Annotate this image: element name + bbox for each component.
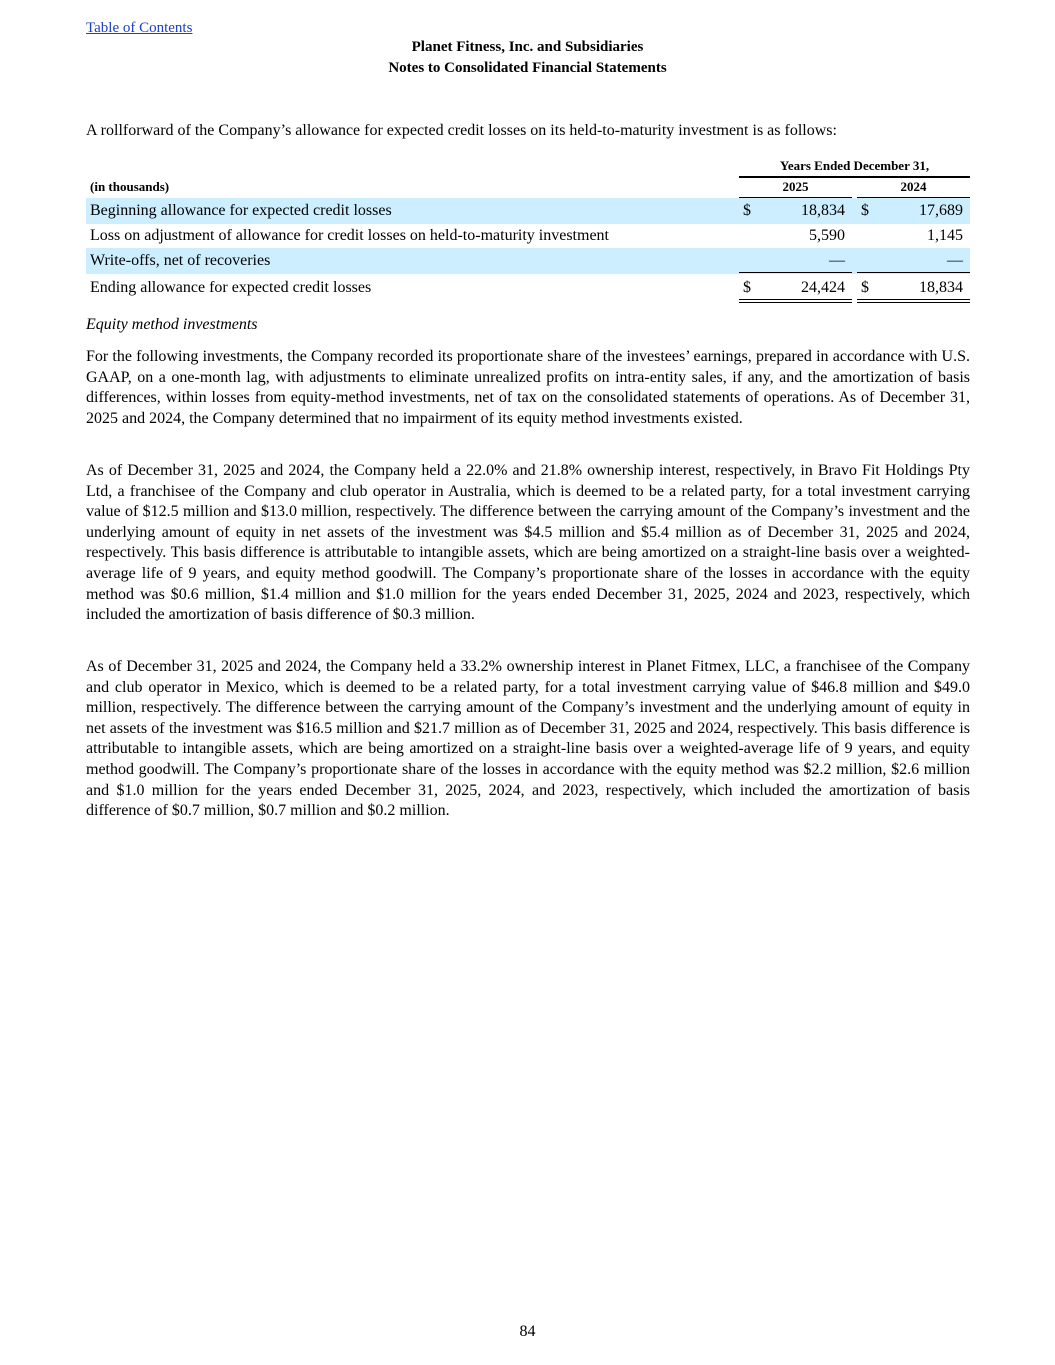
currency-symbol: $ bbox=[743, 202, 751, 219]
value-2024: — bbox=[947, 252, 963, 269]
subtotal-rule bbox=[857, 272, 970, 273]
table-row bbox=[86, 198, 970, 224]
column-header-2024: 2024 bbox=[857, 179, 970, 198]
intro-text: A rollforward of the Company’s allowance for expected credit losses on its held-to-maturity investment is as follows: bbox=[86, 122, 837, 139]
table-row bbox=[86, 275, 970, 301]
period-header: Years Ended December 31, bbox=[739, 158, 970, 178]
company-title: Planet Fitness, Inc. and Subsidiaries bbox=[411, 39, 644, 55]
subtotal-rule bbox=[739, 272, 852, 273]
units-label: (in thousands) bbox=[90, 179, 170, 194]
table-row bbox=[86, 248, 970, 274]
paragraph-planet-fitmex: As of December 31, 2025 and 2024, the Company held a 33.2% ownership interest in Planet Fitmex, LLC, a franchisee of the Company and club operator in Mexico, which is deemed to be a related party, for a total investment carrying value of $46.8 million and $49.0 million, respectively. The difference between the carrying amount of the Company’s investment and the underlying amount of equity in net assets of the investment was $16.5 million and $21.7 million as of December 31, 2025 and 2024, respectively. This basis difference is attributable to intangible assets, which are being amortized on a straight-line basis over a weighted-average life of 9 years, and equity method goodwill. The Company’s proportionate share of the losses in accordance with the equity method was $2.2 million, $2.6 million and $1.0 million for the years ended December 31, 2025, 2024, and 2023, respectively, which included the amortization of basis difference of $0.7 million, $0.7 million and $0.2 million. bbox=[86, 658, 970, 820]
row-label: Beginning allowance for expected credit losses bbox=[90, 202, 392, 219]
total-double-rule bbox=[739, 299, 852, 303]
value-2025: 5,590 bbox=[809, 227, 845, 244]
row-label: Loss on adjustment of allowance for credit losses on held-to-maturity investment bbox=[90, 227, 609, 244]
value-2025: 24,424 bbox=[801, 279, 845, 296]
table-row bbox=[86, 223, 970, 249]
column-header-2025: 2025 bbox=[739, 179, 852, 198]
value-2024: 17,689 bbox=[919, 202, 963, 219]
currency-symbol: $ bbox=[861, 202, 869, 219]
paragraph-bravo-fit: As of December 31, 2025 and 2024, the Company held a 22.0% and 21.8% ownership interest, respectively, in Bravo Fit Holdings Pty Ltd, a franchisee of the Company and club operator in Australia, which is deemed to be a related party, for a total investment carrying value of $12.5 million and $13.0 million, respectively. The difference between the carrying amount of the Company’s investment and the underlying amount of equity in net assets of the investment was $4.5 million and $5.4 million as of December 31, 2025 and 2024, respectively. This basis difference is attributable to intangible assets, which are being amortized on a straight-line basis over a weighted-average life of 9 years, and equity method goodwill. The Company’s proportionate share of the losses in accordance with the equity method was $0.6 million, $1.4 million and $1.0 million for the years ended December 31, 2025, 2024 and 2023, respectively, which included the amortization of basis difference of $0.3 million. bbox=[86, 462, 970, 624]
page-number: 84 bbox=[519, 1323, 536, 1340]
row-label: Write-offs, net of recoveries bbox=[90, 252, 271, 269]
value-2024: 18,834 bbox=[919, 279, 963, 296]
currency-symbol: $ bbox=[743, 279, 751, 296]
table-of-contents-link[interactable]: Table of Contents bbox=[86, 20, 193, 36]
value-2024: 1,145 bbox=[927, 227, 963, 244]
value-2025: 18,834 bbox=[801, 202, 845, 219]
value-2025: — bbox=[829, 252, 845, 269]
total-double-rule bbox=[857, 299, 970, 303]
paragraph-equity-overview: For the following investments, the Company recorded its proportionate share of the investees’ earnings, prepared in accordance with U.S. GAAP, on a one-month lag, with adjustments to eliminate unrealized profits on intra-entity sales, if any, and the amortization of basis differences, within losses from equity-method investments, net of tax on the consolidated statements of operations. As of December 31, 2025 and 2024, the Company determined that no impairment of its equity method investments existed. bbox=[86, 348, 970, 427]
section-title: Notes to Consolidated Financial Statements bbox=[388, 60, 667, 76]
row-label: Ending allowance for expected credit losses bbox=[90, 279, 372, 296]
equity-section-title: Equity method investments bbox=[86, 316, 258, 333]
currency-symbol: $ bbox=[861, 279, 869, 296]
